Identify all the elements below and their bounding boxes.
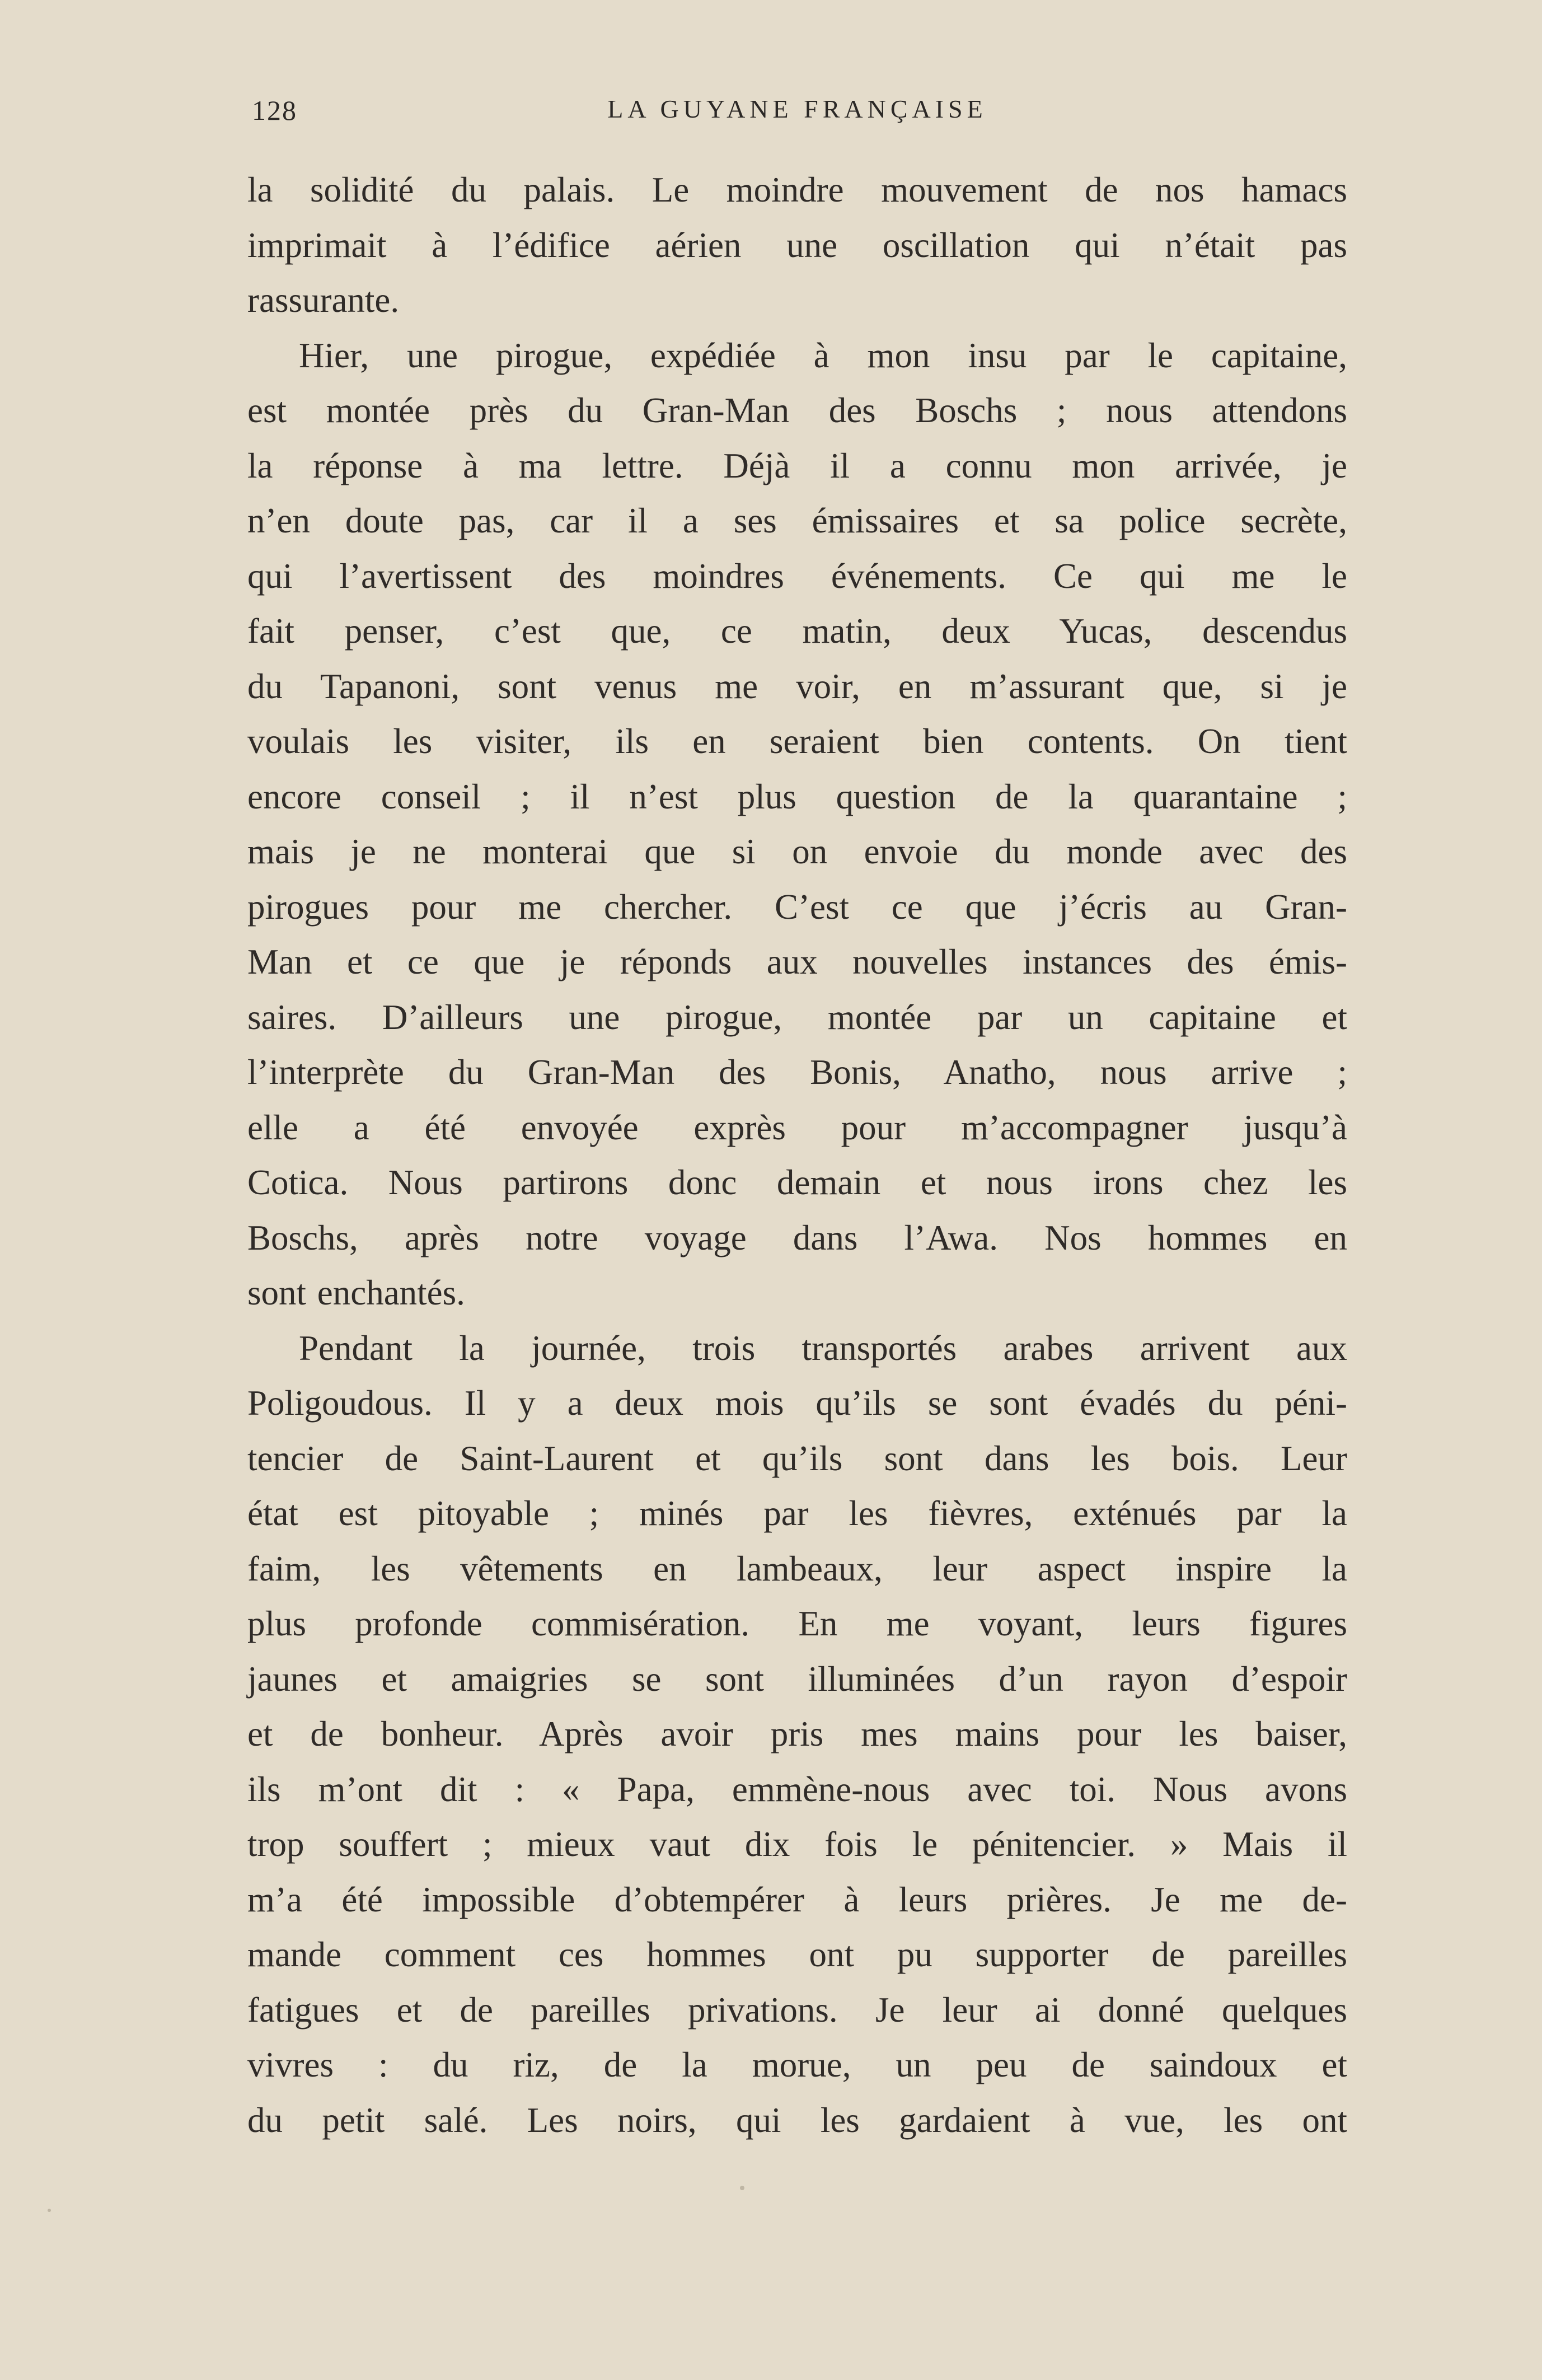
text-line: plus profonde commisération. En me voyant, leurs figures: [247, 1604, 1347, 1643]
text-line: faim, les vêtements en lambeaux, leur aspect inspire la: [247, 1549, 1347, 1588]
text-line: Boschs, après notre voyage dans l’Awa. Nos hommes en: [247, 1218, 1347, 1257]
text-line: Poligoudous. Il y a deux mois qu’ils se sont évadés du péni-: [247, 1383, 1347, 1423]
text-line: fatigues et de pareilles privations. Je leur ai donné quelques: [247, 1990, 1347, 2030]
text-line: vivres : du riz, de la morue, un peu de saindoux et: [247, 2045, 1347, 2084]
text-line: saires. D’ailleurs une pirogue, montée par un capitaine et: [247, 997, 1347, 1037]
text-line: la réponse à ma lettre. Déjà il a connu mon arrivée, je: [247, 446, 1347, 485]
text-line: du Tapanoni, sont venus me voir, en m’assurant que, si je: [247, 666, 1347, 706]
paper-speck: [48, 2209, 51, 2212]
page-number: 128: [252, 95, 297, 126]
text-line: Man et ce que je réponds aux nouvelles instances des émis-: [247, 942, 1347, 981]
text-line: Hier, une pirogue, expédiée à mon insu par le capitaine,: [299, 335, 1347, 375]
text-line: m’a été impossible d’obtempérer à leurs prières. Je me de-: [247, 1879, 1347, 1919]
text-line: rassurante.: [247, 280, 400, 320]
text-line: ils m’ont dit : « Papa, emmène-nous avec toi. Nous avons: [247, 1769, 1347, 1809]
page-header: [247, 94, 1347, 133]
text-line: la solidité du palais. Le moindre mouvement de nos hamacs: [247, 170, 1347, 209]
text-line: encore conseil ; il n’est plus question de la quarantaine ;: [247, 777, 1347, 816]
text-line: n’en doute pas, car il a ses émissaires et sa police secrète,: [247, 501, 1347, 540]
text-line: état est pitoyable ; minés par les fièvres, exténués par la: [247, 1494, 1347, 1533]
text-line: est montée près du Gran-Man des Boschs ; nous attendons: [247, 391, 1347, 430]
text-line: imprimait à l’édifice aérien une oscillation qui n’était pas: [247, 225, 1347, 265]
text-line: du petit salé. Les noirs, qui les gardaient à vue, les ont: [247, 2100, 1347, 2140]
text-line: tencier de Saint-Laurent et qu’ils sont dans les bois. Leur: [247, 1438, 1347, 1478]
text-line: sont enchantés.: [247, 1273, 465, 1312]
body-text: [247, 162, 1347, 2148]
text-line: mais je ne monterai que si on envoie du monde avec des: [247, 832, 1347, 871]
text-line: mande comment ces hommes ont pu supporter de pareilles: [247, 1935, 1347, 1974]
running-title: LA GUYANE FRANÇAISE: [607, 95, 987, 123]
text-line: fait penser, c’est que, ce matin, deux Yucas, descendus: [247, 611, 1347, 651]
text-line: Pendant la journée, trois transportés arabes arrivent aux: [299, 1328, 1347, 1368]
text-line: elle a été envoyée exprès pour m’accompagner jusqu’à: [247, 1107, 1347, 1147]
text-line: trop souffert ; mieux vaut dix fois le pénitencier. » Mais il: [247, 1825, 1347, 1864]
text-line: Cotica. Nous partirons donc demain et nous irons chez les: [247, 1163, 1347, 1202]
text-line: qui l’avertissent des moindres événements. Ce qui me le: [247, 556, 1347, 596]
text-line: jaunes et amaigries se sont illuminées d’un rayon d’espoir: [247, 1659, 1347, 1699]
text-line: voulais les visiter, ils en seraient bien contents. On tient: [247, 722, 1347, 761]
text-line: et de bonheur. Après avoir pris mes mains pour les baiser,: [247, 1714, 1347, 1754]
paper-speck: [740, 2186, 744, 2190]
text-line: pirogues pour me chercher. C’est ce que j’écris au Gran-: [247, 887, 1347, 927]
text-line: l’interprète du Gran-Man des Bonis, Anatho, nous arrive ;: [247, 1053, 1347, 1092]
